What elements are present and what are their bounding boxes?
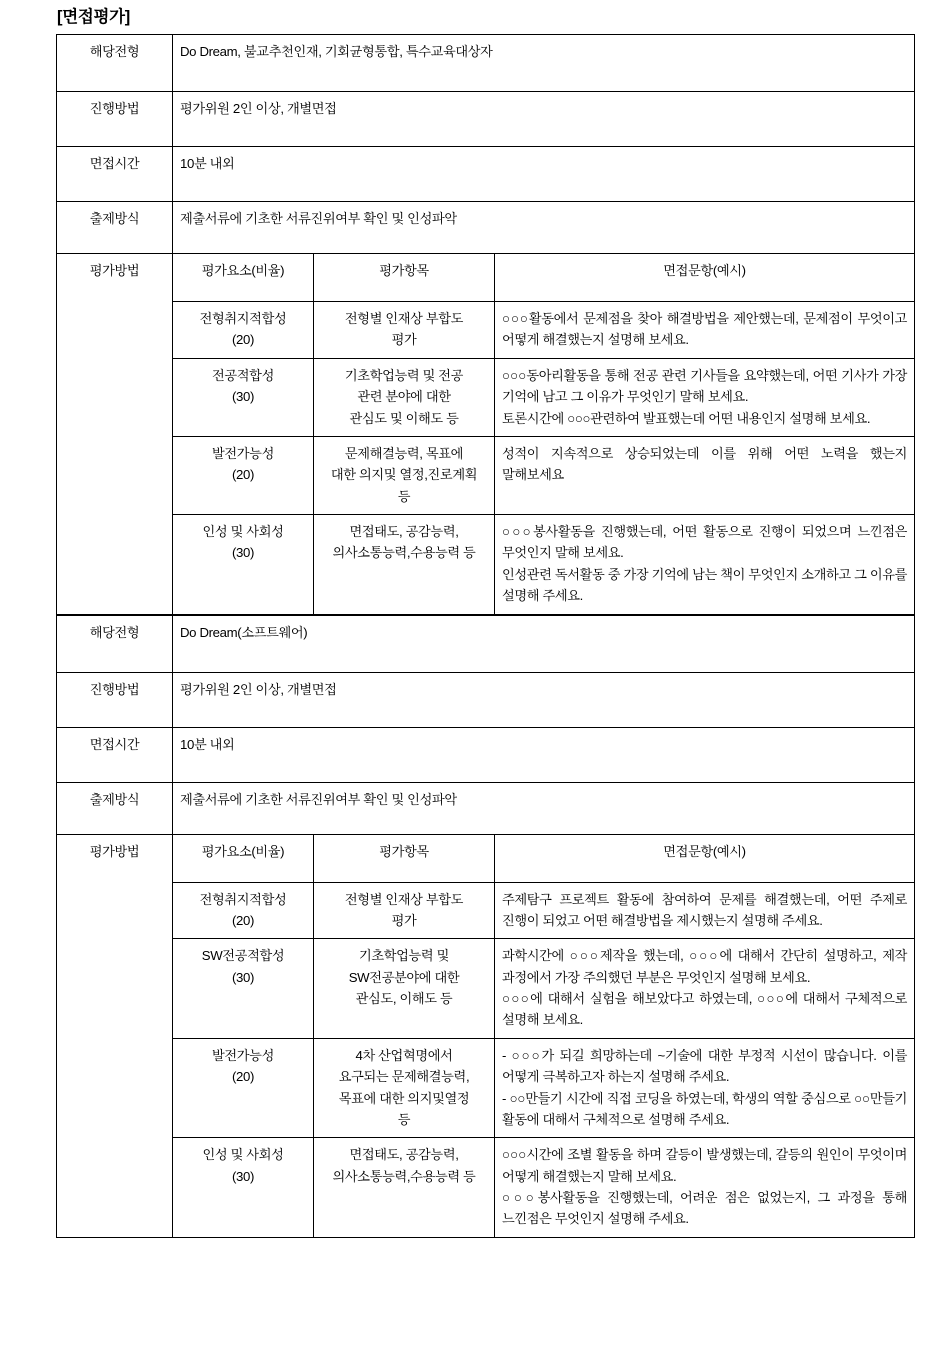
table-row: [57, 672, 915, 727]
eval-factor-cell: [173, 436, 314, 514]
label-question-style: 출제방식: [57, 202, 173, 254]
eval-item-line: 평가: [391, 332, 417, 348]
interview-question: ○○○시간에 조별 활동을 하며 갈등이 발생했는데, 갈등의 원인이 무엇이며 어떻게 해결했는지 말해 보세요.: [502, 1147, 908, 1184]
eval-factor-cell: [173, 1038, 314, 1138]
eval-item-cell: [314, 939, 495, 1039]
label-eval-method-2: 평가방법: [57, 834, 173, 1237]
eval-item-line: 관심도 및 이해도 등: [349, 410, 459, 426]
table-row: [57, 92, 915, 147]
interview-question: ○○○에 대해서 실험을 해보았다고 하였는데, ○○○에 대해서 구체적으로 설명해 보세요.: [502, 991, 908, 1028]
table-row: [57, 35, 915, 92]
interview-question: ○○○활동에서 문제점을 찾아 해결방법을 제안했는데, 문제점이 무엇이고 어떻게 해결했는지 설명해 보세요.: [502, 311, 908, 348]
eval-factor-cell: [173, 939, 314, 1039]
eval-item-cell: [314, 436, 495, 514]
table-row: [57, 358, 915, 436]
table-row: [57, 147, 915, 202]
interview-question: 성적이 지속적으로 상승되었는데 이를 위해 어떤 노력을 했는지 말해보세요: [502, 445, 908, 483]
eval-factor-ratio: (20): [231, 912, 255, 928]
eval-item-cell: [314, 1138, 495, 1238]
colheader-interview-question: 면접문항(예시): [495, 254, 915, 302]
eval-factor-ratio: (30): [231, 389, 255, 405]
value-admission-type-1: Do Dream, 불교추천인재, 기회균형통합, 특수교육대상자: [173, 35, 915, 92]
interview-question-cell: [495, 302, 915, 359]
eval-item-line: 의사소통능력,수용능력 등: [332, 545, 476, 561]
table-row: [57, 436, 915, 514]
eval-item-cell: [314, 515, 495, 615]
table-row: [57, 782, 915, 834]
eval-item-line: 전형별 인재상 부합도: [344, 311, 464, 326]
eval-factor-name: 발전가능성: [212, 445, 274, 461]
eval-item-line: 관심도, 이해도 등: [355, 991, 453, 1006]
eval-factor-ratio: (30): [231, 969, 255, 985]
table-row: [57, 615, 915, 673]
interview-evaluation-table: [56, 34, 915, 1238]
eval-item-cell: [314, 882, 495, 939]
interview-question-cell: [495, 1038, 915, 1138]
table-row: [57, 202, 915, 254]
eval-item-line: 면접태도, 공감능력,: [349, 1147, 459, 1163]
label-admission-type: 해당전형: [57, 35, 173, 92]
eval-factor-cell: [173, 515, 314, 615]
interview-question-cell: [495, 358, 915, 436]
value-admission-type-2: Do Dream(소프트웨어): [173, 615, 915, 673]
label-process-method: 진행방법: [57, 92, 173, 147]
label-process-method: 진행방법: [57, 672, 173, 727]
eval-factor-name: 전형취지적합성: [199, 891, 287, 907]
eval-item-cell: [314, 302, 495, 359]
eval-item-line: 기초학업능력 및 전공: [344, 367, 464, 383]
table-row: [57, 515, 915, 615]
colheader-eval-factor: 평가요소(비율): [173, 834, 314, 882]
table-row-eval-header: [57, 254, 915, 302]
interview-question-cell: [495, 515, 915, 615]
eval-item-cell: [314, 358, 495, 436]
interview-question-cell: [495, 939, 915, 1039]
table-row: [57, 939, 915, 1039]
interview-question: 인성관련 독서활동 중 가장 기억에 남는 책이 무엇인지 소개하고 그 이유를 설명해 주세요.: [502, 566, 908, 604]
eval-factor-name: SW전공적합성: [201, 948, 285, 964]
eval-factor-cell: [173, 302, 314, 359]
label-eval-method-1: 평가방법: [57, 254, 173, 615]
eval-item-line: 목표에 대한 의지및열정: [338, 1090, 470, 1106]
label-admission-type: 해당전형: [57, 615, 173, 673]
eval-item-line: 4차 산업혁명에서: [355, 1047, 453, 1063]
interview-question: ○○○봉사활동을 진행했는데, 어떤 활동으로 진행이 되었으며 느낀점은 무엇인지 말해 보세요.: [502, 524, 908, 561]
table-row: [57, 302, 915, 359]
eval-factor-ratio: (20): [231, 1069, 255, 1085]
eval-factor-name: 발전가능성: [212, 1047, 274, 1063]
interview-question: - ○○만들기 시간에 직접 코딩을 하였는데, 학생의 역할 중심으로 ○○만들기 활동에 대해서 구체적으로 설명해 주세요.: [502, 1090, 908, 1127]
eval-factor-cell: [173, 882, 314, 939]
eval-factor-cell: [173, 1138, 314, 1238]
eval-factor-ratio: (30): [231, 545, 255, 561]
colheader-interview-question: 면접문항(예시): [495, 834, 915, 882]
eval-item-line: 등: [397, 1111, 411, 1127]
eval-item-line: SW전공분야에 대한: [348, 969, 460, 985]
interview-question: ○○○동아리활동을 통해 전공 관련 기사들을 요약했는데, 어떤 기사가 가장 기억에 남고 그 이유가 무엇인기 말해 보세요.: [502, 367, 908, 405]
eval-item-line: 의사소통능력,수용능력 등: [332, 1168, 476, 1184]
page-title: [면접평가]: [57, 8, 130, 26]
interview-question: ○○○봉사활동을 진행했는데, 어려운 점은 없었는지, 그 과정을 통해 느낀점은 무엇인지 설명해 주세요.: [502, 1190, 908, 1227]
colheader-eval-factor: 평가요소(비율): [173, 254, 314, 302]
label-interview-time: 면접시간: [57, 147, 173, 202]
colheader-eval-item: 평가항목: [314, 254, 495, 302]
value-process-method-2: 평가위원 2인 이상, 개별면접: [173, 672, 915, 727]
interview-question: - ○○○가 되길 희망하는데 ~기술에 대한 부정적 시선이 많습니다. 이를 어떻게 극복하고자 하는지 설명해 주세요.: [502, 1047, 908, 1085]
eval-factor-ratio: (20): [231, 467, 255, 483]
interview-question: 토론시간에 ○○○관련하여 발표했는데 어떤 내용인지 설명해 보세요.: [502, 410, 871, 426]
eval-factor-cell: [173, 358, 314, 436]
table-row: [57, 1138, 915, 1238]
label-question-style: 출제방식: [57, 782, 173, 834]
eval-item-line: 등: [397, 488, 411, 504]
value-process-method-1: 평가위원 2인 이상, 개별면접: [173, 92, 915, 147]
table-row: [57, 882, 915, 939]
value-question-style-1: 제출서류에 기초한 서류진위여부 확인 및 인성파악: [173, 202, 915, 254]
table-row-eval-header: [57, 834, 915, 882]
eval-factor-ratio: (20): [231, 332, 255, 348]
eval-item-line: 평가: [391, 912, 417, 928]
interview-question-cell: [495, 436, 915, 514]
eval-item-line: 면접태도, 공감능력,: [349, 524, 459, 539]
value-interview-time-1: 10분 내외: [173, 147, 915, 202]
eval-factor-name: 인성 및 사회성: [202, 524, 284, 539]
eval-item-line: 전형별 인재상 부합도: [344, 891, 464, 907]
eval-factor-name: 전형취지적합성: [199, 311, 287, 326]
table-row: [57, 727, 915, 782]
eval-item-line: 요구되는 문제해결능력,: [338, 1069, 470, 1085]
interview-question-cell: [495, 882, 915, 939]
eval-item-line: 기초학업능력 및: [358, 948, 450, 964]
interview-question-cell: [495, 1138, 915, 1238]
interview-question: 과학시간에 ○○○제작을 했는데, ○○○에 대해서 간단히 설명하고, 제작 과정에서 가장 주의했던 부분은 무엇인지 설명해 보세요.: [502, 948, 908, 985]
table-row: [57, 1038, 915, 1138]
eval-item-line: 관련 분야에 대한: [357, 389, 451, 405]
eval-factor-name: 인성 및 사회성: [202, 1147, 284, 1163]
eval-item-line: 문제해결능력, 목표에: [344, 445, 464, 461]
value-interview-time-2: 10분 내외: [173, 727, 915, 782]
colheader-eval-item: 평가항목: [314, 834, 495, 882]
value-question-style-2: 제출서류에 기초한 서류진위여부 확인 및 인성파악: [173, 782, 915, 834]
eval-factor-name: 전공적합성: [212, 367, 274, 383]
table-body: [57, 35, 915, 1238]
eval-item-line: 대한 의지및 열정,진로계획: [330, 467, 478, 483]
eval-item-cell: [314, 1038, 495, 1138]
eval-factor-ratio: (30): [231, 1168, 255, 1184]
label-interview-time: 면접시간: [57, 727, 173, 782]
interview-question: 주제탐구 프로젝트 활동에 참여하여 문제를 해결했는데, 어떤 주제로 진행이 되었고 어떤 해결방법을 제시했는지 설명해 주세요.: [502, 891, 908, 928]
